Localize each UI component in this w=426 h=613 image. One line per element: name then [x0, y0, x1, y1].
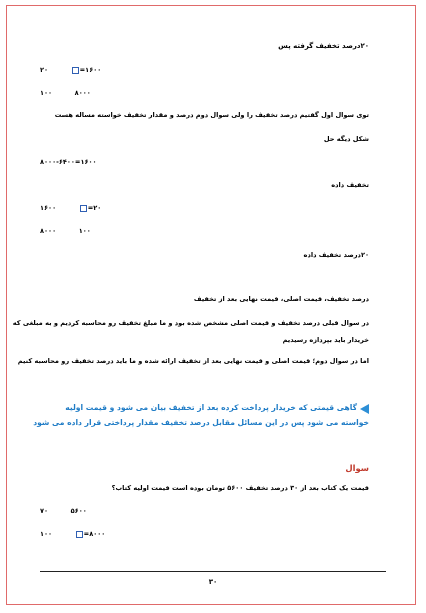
text-line: توی سوال اول گفتیم درصد تخفیف را ولی سوال دوم درصد و مقدار تخفیف خواسته مساله هست — [54, 111, 369, 119]
proportion-row — [40, 66, 101, 74]
value: ۵۶۰۰ — [70, 507, 87, 515]
proportion-row — [40, 530, 105, 538]
text-line: خریدار باید بپردازه رسیدیم — [282, 336, 369, 344]
box-arrow-icon — [76, 531, 83, 538]
value: =۱۶۰۰ — [79, 66, 102, 74]
value: ۱۶۰۰ — [40, 204, 57, 212]
text-line: تخفیف داده — [331, 181, 369, 189]
section-heading: سوال — [345, 463, 369, 473]
value: ۸۰۰۰ — [40, 227, 57, 235]
note-line: خواسته می شود پس در این مسائل مقابل درصد تخفیف مقدار پرداختی قرار داده می شود — [33, 418, 369, 427]
equation: ۸۰۰۰-۶۴۰۰=۱۶۰۰ — [40, 158, 97, 166]
proportion-row — [40, 507, 87, 515]
value: ۱۰۰ — [40, 89, 53, 97]
text-line: ۲۰درصد تخفیف گرفته پس — [278, 42, 369, 50]
box-arrow-icon — [72, 67, 79, 74]
text-line: در سوال قبلی درصد تخفیف و قیمت اصلی مشخص شده بود و ما مبلغ تخفیف رو محاسبه کردیم و به مبلغی که — [12, 319, 369, 327]
triangle-bullet-icon — [360, 404, 369, 414]
text-line: درصد تخفیف، قیمت اصلی، قیمت نهایی بعد از تخفیف — [193, 295, 369, 303]
note-line: گاهی قیمتی که خریدار پرداخت کرده بعد از تخفیف بیان می شود و قیمت اولیه — [65, 403, 357, 412]
proportion-row — [40, 204, 101, 212]
footer-divider — [40, 571, 386, 572]
value: ۸۰۰۰ — [74, 89, 91, 97]
value: =۲۰ — [87, 204, 102, 212]
text-line: ۲۰درصد تخفیف داده — [303, 251, 369, 259]
box-arrow-icon — [80, 205, 87, 212]
value: ۷۰ — [40, 507, 49, 515]
value: ۲۰ — [40, 66, 49, 74]
value: ۱۰۰ — [40, 530, 53, 538]
page-number: ۳۰ — [208, 578, 218, 586]
proportion-row — [40, 227, 91, 235]
text-line: اما در سوال دوم؛ قیمت اصلی و قیمت نهایی بعد از تخفیف ارائه شده و ما باید درصد تخفیف رو محاسبه کنیم — [17, 357, 369, 365]
proportion-row — [40, 89, 91, 97]
value: ۱۰۰ — [78, 227, 91, 235]
value: =۸۰۰۰ — [83, 530, 106, 538]
question-text: قیمت یک کتاب بعد از ۳۰ درصد تخفیف ۵۶۰۰ تومان بوده است قیمت اولیه کتاب؟ — [111, 484, 369, 492]
text-line: شکل دیگه حل — [323, 135, 369, 143]
